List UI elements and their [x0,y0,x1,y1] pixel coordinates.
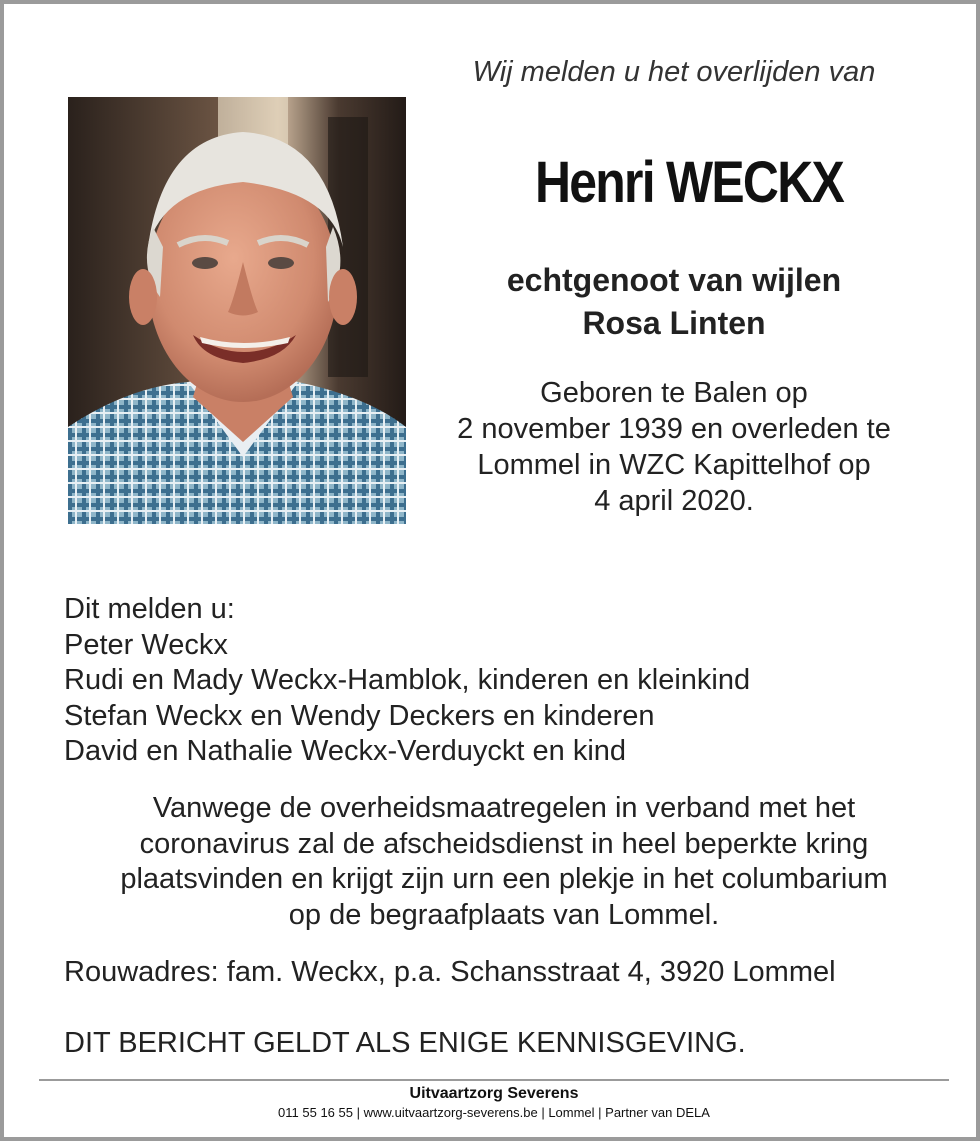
footer-divider [39,1079,949,1081]
notice-line: coronavirus zal de afscheidsdienst in heel beperkte kring [139,827,869,860]
spouse-line: echtgenoot van wijlen [506,262,842,298]
funeral-notice [64,791,944,933]
family-member: David en Nathalie Weckx-Verduyckt en kind [64,735,627,767]
birth-death-line: 2 november 1939 en overleden te [457,413,891,445]
mourning-address: Rouwadres: fam. Weckx, p.a. Schansstraat 4, 3920 Lommel [64,956,836,988]
family-member: Rudi en Mady Weckx-Hamblok, kinderen en kleinkind [64,664,751,696]
portrait-photo [68,97,406,524]
birth-death-block [424,375,924,519]
birth-death-line: 4 april 2020. [594,485,754,517]
notice-line: plaatsvinden en krijgt zijn urn een plekje in het columbarium [120,863,888,895]
deceased-name: Henri WECKX [534,150,844,215]
notice-line: Vanwege de overheidsmaatregelen in verband met het [152,792,856,824]
portrait-illustration [68,97,406,524]
birth-death-line: Geboren te Balen op [540,377,808,409]
spouse-block [424,259,924,345]
funeral-home-name: Uitvaartzorg Severens [409,1085,579,1102]
birth-death-line: Lommel in WZC Kapittelhof op [477,449,871,481]
notice-line: op de begraafplaats van Lommel. [288,898,720,931]
family-member: Peter Weckx [64,628,228,661]
funeral-home-contact: 011 55 16 55 | www.uitvaartzorg-severens.be | Lommel | Partner van DELA [278,1105,710,1120]
spouse-name: Rosa Linten [582,305,766,341]
family-member: Stefan Weckx en Wendy Deckers en kinderen [64,699,655,732]
family-list [64,592,944,770]
family-heading: Dit melden u: [64,593,235,625]
closing-statement: DIT BERICHT GELDT ALS ENIGE KENNISGEVING. [64,1027,746,1059]
intro-text: Wij melden u het overlijden van [472,56,876,88]
